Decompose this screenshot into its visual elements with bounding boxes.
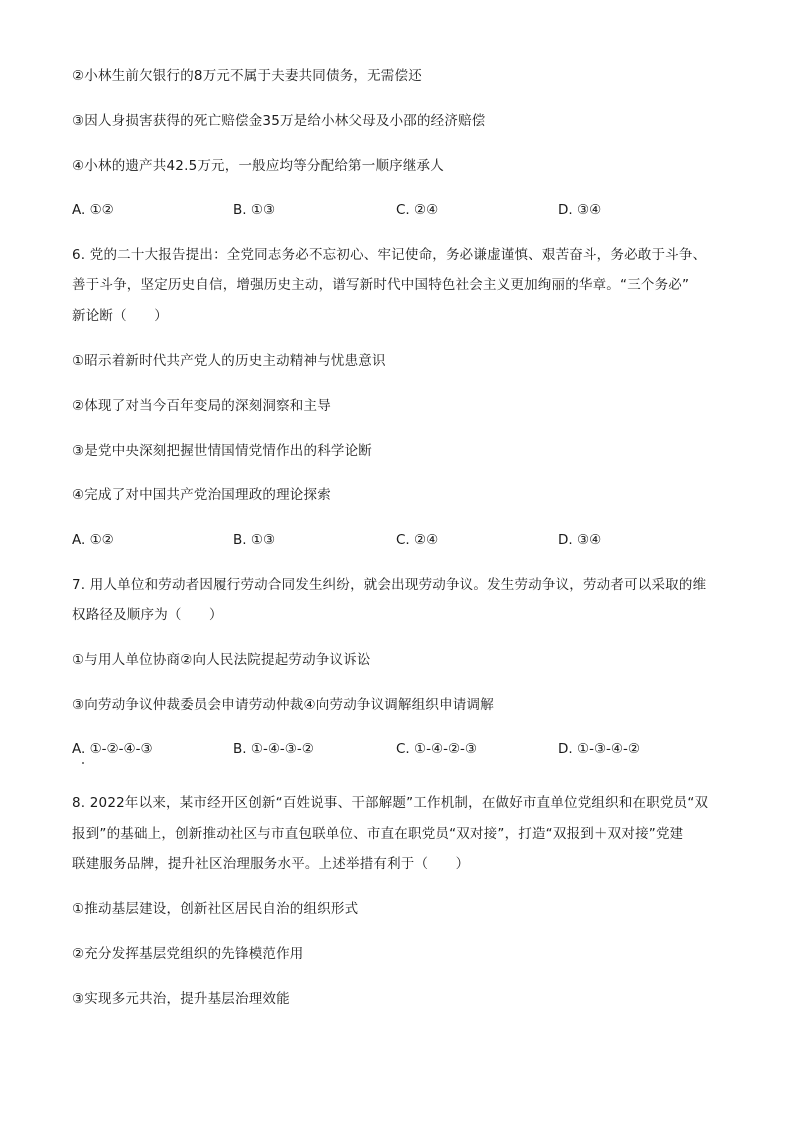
stray-mark: [82, 762, 84, 764]
q7-statements-3-4: ③向劳动争议仲裁委员会申请劳动仲裁④向劳动争议调解组织申请调解: [72, 697, 494, 713]
q7-option-a[interactable]: A. ①-②-④-③: [72, 741, 153, 757]
q6-option-a[interactable]: A. ①②: [72, 532, 114, 548]
q6-stem-line-1: 6. 党的二十大报告提出：全党同志务必不忘初心、牢记使命，务必谦虚谨慎、艰苦奋斗，务必敢于斗争、: [72, 247, 707, 263]
q7-stem-line-1: 7. 用人单位和劳动者因履行劳动合同发生纠纷，就会出现劳动争议。发生劳动争议，劳动者可以采取的维: [72, 577, 707, 593]
q5-option-d[interactable]: D. ③④: [558, 202, 602, 218]
q5-option-c[interactable]: C. ②④: [396, 202, 439, 218]
q6-option-c[interactable]: C. ②④: [396, 532, 439, 548]
q6-statement-2: ②体现了对当今百年变局的深刻洞察和主导: [72, 398, 331, 414]
q6-option-b[interactable]: B. ①③: [233, 532, 276, 548]
q6-options: [72, 529, 732, 551]
q8-stem-line-2: 报到”的基础上，创新推动社区与市直包联单位、市直在职党员“双对接”，打造“双报到＋双对接”党建: [72, 826, 684, 842]
q5-option-a[interactable]: A. ①②: [72, 202, 114, 218]
q8-statement-3: ③实现多元共治，提升基层治理效能: [72, 991, 290, 1007]
q5-statement-3: ③因人身损害获得的死亡赔偿金35万是给小林父母及小邵的经济赔偿: [72, 113, 486, 129]
q8-stem-line-1: 8. 2022年以来，某市经开区创新“百姓说事、干部解题”工作机制，在做好市直单位党组织和在职党员“双: [72, 795, 709, 811]
q6-statement-4: ④完成了对中国共产党治国理政的理论探索: [72, 487, 331, 503]
q8-statement-2: ②充分发挥基层党组织的先锋模范作用: [72, 946, 304, 962]
q8-stem-line-3: 联建服务品牌，提升社区治理服务水平。上述举措有利于（ ）: [72, 856, 470, 872]
q7-option-d[interactable]: D. ①-③-④-②: [558, 741, 641, 757]
q5-statement-2: ②小林生前欠银行的8万元不属于夫妻共同债务，无需偿还: [72, 68, 422, 84]
q8-statement-1: ①推动基层建设，创新社区居民自治的组织形式: [72, 901, 359, 917]
q7-stem-line-2: 权路径及顺序为（ ）: [72, 607, 223, 623]
q7-statements-1-2: ①与用人单位协商②向人民法院提起劳动争议诉讼: [72, 652, 371, 668]
q5-statement-4: ④小林的遗产共42.5万元，一般应均等分配给第一顺序继承人: [72, 158, 444, 174]
q6-statement-1: ①昭示着新时代共产党人的历史主动精神与忧患意识: [72, 353, 386, 369]
q5-option-b[interactable]: B. ①③: [233, 202, 276, 218]
q6-option-d[interactable]: D. ③④: [558, 532, 602, 548]
q6-statement-3: ③是党中央深刻把握世情国情党情作出的科学论断: [72, 443, 373, 459]
q5-options: [72, 199, 732, 221]
q6-stem-line-2: 善于斗争，坚定历史自信，增强历史主动，谱写新时代中国特色社会主义更加绚丽的华章。“三个务必”: [72, 277, 690, 293]
q7-option-c[interactable]: C. ①-④-②-③: [396, 741, 478, 757]
q7-options: [72, 738, 732, 760]
q7-option-b[interactable]: B. ①-④-③-②: [233, 741, 314, 757]
q6-stem-line-3: 新论断（ ）: [72, 308, 168, 324]
